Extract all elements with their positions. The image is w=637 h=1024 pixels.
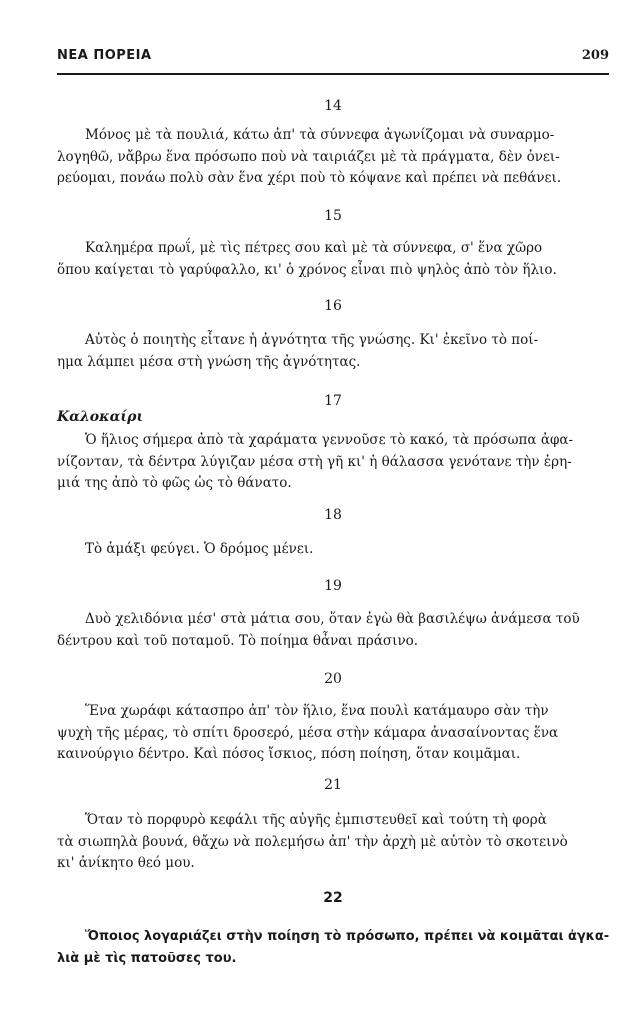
section-number: 17 <box>324 393 342 409</box>
text-line: νίζονταν, τὰ δέντρα λύγιζαν μέσα στὴ γῆ κι' ἡ θάλασσα γενότανε τὴν ἐρη- <box>57 453 572 470</box>
text-line: λιὰ μὲ τὶς πατοῦσες του. <box>57 950 237 966</box>
section-paragraph <box>57 810 609 875</box>
section-subtitle: Καλοκαίρι <box>57 409 144 425</box>
section-paragraph <box>57 926 609 969</box>
section-number: 15 <box>324 208 342 224</box>
header-rule <box>57 73 609 75</box>
section-number: 22 <box>323 890 343 906</box>
section-number: 19 <box>324 578 342 594</box>
section-number: 14 <box>324 98 342 114</box>
text-line: τὰ σιωπηλὰ βουνά, θἄχω νὰ πολεμήσω ἀπ' τὴν ἀρχὴ μὲ αὐτὸν τὸ σκοτεινὸ <box>57 833 568 850</box>
text-line: κι' ἀνίκητο θεό μου. <box>57 855 195 871</box>
text-line: καινούργιο δέντρο. Καὶ πόσος ἴσκιος, πόση ποίηση, ὅταν κοιμᾶμαι. <box>57 746 521 762</box>
text-line: Αὐτὸς ὁ ποιητὴς εἶτανε ἡ ἀγνότητα τῆς γνώσης. Κι' ἐκεῖνο τὸ ποί- <box>85 332 539 348</box>
text-line: Ὅποιος λογαριάζει στὴν ποίηση τὸ πρόσωπο, πρέπει νὰ κοιμᾶται ἀγκα- <box>84 929 610 944</box>
page-header <box>57 48 609 70</box>
section-number: 20 <box>324 671 342 687</box>
section-paragraph <box>57 330 609 373</box>
section-paragraph <box>57 238 609 281</box>
text-line: ψυχὴ τῆς μέρας, τὸ σπίτι δροσερό, μέσα στὴν κάμαρα ἀνασαίνοντας ἕνα <box>57 724 559 741</box>
section-number: 18 <box>324 507 342 523</box>
text-line: Καλημέρα πρωΐ, μὲ τὶς πέτρες σου καὶ μὲ τὰ σύννεφα, σ' ἕνα χῶρο <box>85 240 543 256</box>
section-number: 16 <box>324 298 342 314</box>
section-paragraph <box>57 125 609 190</box>
text-line: ημα λάμπει μέσα στὴ γνώση τῆς ἀγνότητας. <box>57 353 361 370</box>
journal-title: ΝΕΑ ΠΟΡΕΙΑ <box>57 48 152 63</box>
text-line: Ὁ ἥλιος σήμερα ἀπὸ τὰ χαράματα γεννοῦσε τὸ κακό, τὰ πρόσωπα ἀφα- <box>85 432 574 448</box>
section-paragraph <box>57 430 609 495</box>
page-number: 209 <box>581 48 609 63</box>
text-line: Τὸ ἁμάξι φεύγει. Ὁ δρόμος μένει. <box>85 541 314 557</box>
section-paragraph <box>57 609 609 652</box>
section-number: 21 <box>324 777 342 793</box>
text-line: λογηθῶ, νἄβρω ἕνα πρόσωπο ποὺ νὰ ταιριάζει μὲ τὰ πράγματα, δὲν ὀνει- <box>57 148 560 165</box>
text-line: ὅπου καίγεται τὸ γαρύφαλλο, κι' ὁ χρόνος εἶναι πιὸ ψηλὸς ἀπὸ τὸν ἥλιο. <box>57 261 557 278</box>
section-paragraph <box>57 701 609 766</box>
text-line: Δυὸ χελιδόνια μέσ' στὰ μάτια σου, ὅταν ἐγὼ θὰ βασιλέψω ἀνάμεσα τοῦ <box>85 611 580 627</box>
text-line: Μόνος μὲ τὰ πουλιά, κάτω ἀπ' τὰ σύννεφα ἀγωνίζομαι νὰ συναρμο- <box>85 127 555 143</box>
text-line: Ἕνα χωράφι κάτασπρο ἀπ' τὸν ἥλιο, ἕνα πουλὶ κατάμαυρο σὰν τὴν <box>85 703 549 719</box>
text-line: μιά της ἀπὸ τὸ φῶς ὡς τὸ θάνατο. <box>57 475 292 491</box>
text-line: Ὅταν τὸ πορφυρὸ κεφάλι τῆς αὐγῆς ἐμπιστευθεῖ καὶ τούτη τὴ φορὰ <box>85 812 547 828</box>
text-line: ρεύομαι, πονάω πολὺ σὰν ἕνα χέρι ποὺ τὸ κόψανε καὶ πρέπει νὰ πεθάνει. <box>57 170 562 186</box>
text-line: δέντρου καὶ τοῦ ποταμοῦ. Τὸ ποίημα θἆναι πράσινο. <box>57 632 419 649</box>
section-paragraph <box>57 539 609 561</box>
